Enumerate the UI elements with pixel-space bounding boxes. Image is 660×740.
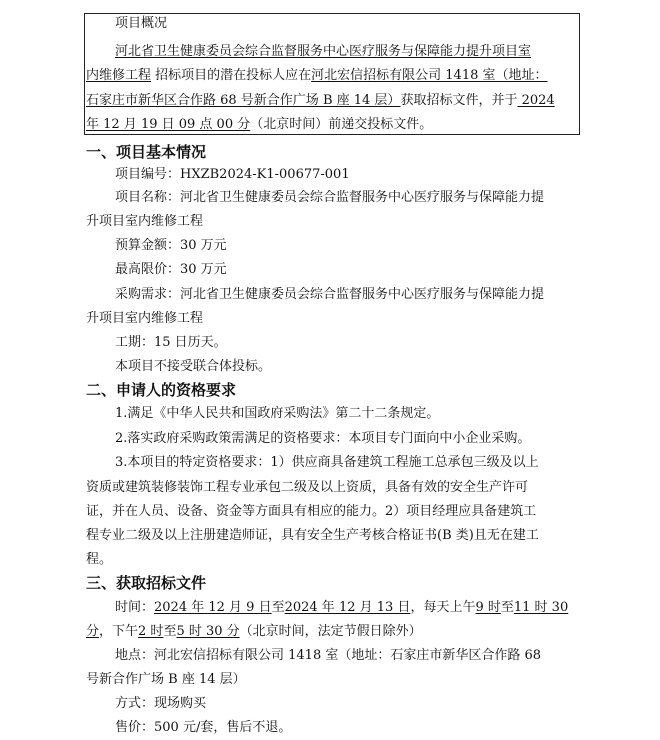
purchase-method: 方式：现场购买 [115, 696, 207, 711]
requirement-3-line-3: 证，并在人员、设备、资金等方面具有相应的能力。2）项目经理应具备建筑工 [86, 504, 537, 519]
overview-agency: 河北宏信招标有限公司 1418 室（地址： [311, 68, 548, 83]
time-to-3: 至 [163, 624, 177, 639]
overview-line-2 [86, 64, 548, 88]
requirement-2: 2.落实政府采购政策需满足的资格要求：本项目专门面向中小企业采购。 [115, 431, 531, 446]
time-end-date: 2024 年 12 月 13 日 [284, 600, 411, 615]
afternoon-start: 2 时 [138, 624, 164, 639]
requirement-3-line-4: 程专业二级及以上注册建造师证，具有安全生产考核合格证书(B 类)且无在建工 [86, 528, 539, 543]
requirement-1: 1.满足《中华人民共和国政府采购法》第二十二条规定。 [115, 406, 440, 421]
purchase-place-line-2: 号新合作广场 B 座 14 层） [86, 672, 246, 687]
max-price: 最高限价：30 万元 [115, 262, 227, 277]
budget-amount: 预算金额：30 万元 [115, 238, 227, 253]
time-note: （北京时间，法定节假日除外） [239, 624, 422, 639]
demand-line-2: 升项目室内维修工程 [86, 311, 204, 326]
morning-end: 11 时 30 [513, 600, 569, 615]
requirement-3-line-1: 3.本项目的特定资格要求：1）供应商具备建筑工程施工总承包三级及以上 [115, 455, 539, 470]
section-3-heading: 三、获取招标文件 [86, 574, 207, 592]
document-price: 售价：500 元/套，售后不退。 [115, 720, 292, 735]
section-1-heading: 一、项目基本情况 [86, 143, 207, 161]
purchase-time-line-1 [115, 596, 568, 620]
overview-line-1 [115, 40, 531, 64]
project-name-line-2: 升项目室内维修工程 [86, 214, 204, 229]
overview-deadline-year: 2024 [517, 93, 555, 108]
overview-text: 招标项目的潜在投标人应在 [151, 68, 312, 83]
time-to-1: 至 [271, 600, 285, 615]
requirement-3-line-5: 程。 [86, 552, 113, 567]
project-name-line-1: 项目名称：河北省卫生健康委员会综合监督服务中心医疗服务与保障能力提 [115, 190, 545, 205]
time-morning-label: ，每天上午 [410, 600, 476, 615]
morning-end-minute: 分 [86, 624, 100, 639]
demand-line-1: 采购需求：河北省卫生健康委员会综合监督服务中心医疗服务与保障能力提 [115, 287, 545, 302]
overview-project-name-part2: 内维修工程 [86, 68, 152, 83]
time-label: 时间： [115, 600, 155, 615]
overview-project-name-part1: 河北省卫生健康委员会综合监督服务中心医疗服务与保障能力提升项目室 [115, 44, 532, 59]
consortium-note: 本项目不接受联合体投标。 [115, 359, 272, 374]
project-number: 项目编号：HXZB2024-K1-00677-001 [115, 167, 350, 182]
afternoon-end: 5 时 30 分 [176, 624, 240, 639]
overview-text-3: （北京时间）前递交投标文件。 [250, 117, 433, 132]
time-start-date: 2024 年 12 月 9 日 [154, 600, 272, 615]
construction-period: 工期：15 日历天。 [115, 335, 227, 350]
requirement-3-line-2: 资质或建筑装修装饰工程专业承包二级及以上资质，具备有效的安全生产许可 [86, 480, 529, 495]
purchase-time-line-2 [86, 620, 422, 644]
time-afternoon-label: ，下午 [99, 624, 139, 639]
overview-line-3 [86, 89, 555, 113]
morning-start: 9 时 [475, 600, 501, 615]
overview-title: 项目概况 [115, 16, 168, 31]
time-to-2: 至 [500, 600, 514, 615]
purchase-place-line-1: 地点：河北宏信招标有限公司 1418 室（地址：石家庄市新华区合作路 68 [115, 648, 542, 663]
overview-address: 石家庄市新华区合作路 68 号新合作广场 B 座 14 层） [86, 93, 401, 108]
overview-text-2: 获取招标文件，并于 [400, 93, 518, 108]
section-2-heading: 二、申请人的资格要求 [86, 381, 237, 399]
overview-deadline: 年 12 月 19 日 09 点 00 分 [86, 117, 251, 132]
overview-line-4 [86, 113, 432, 137]
